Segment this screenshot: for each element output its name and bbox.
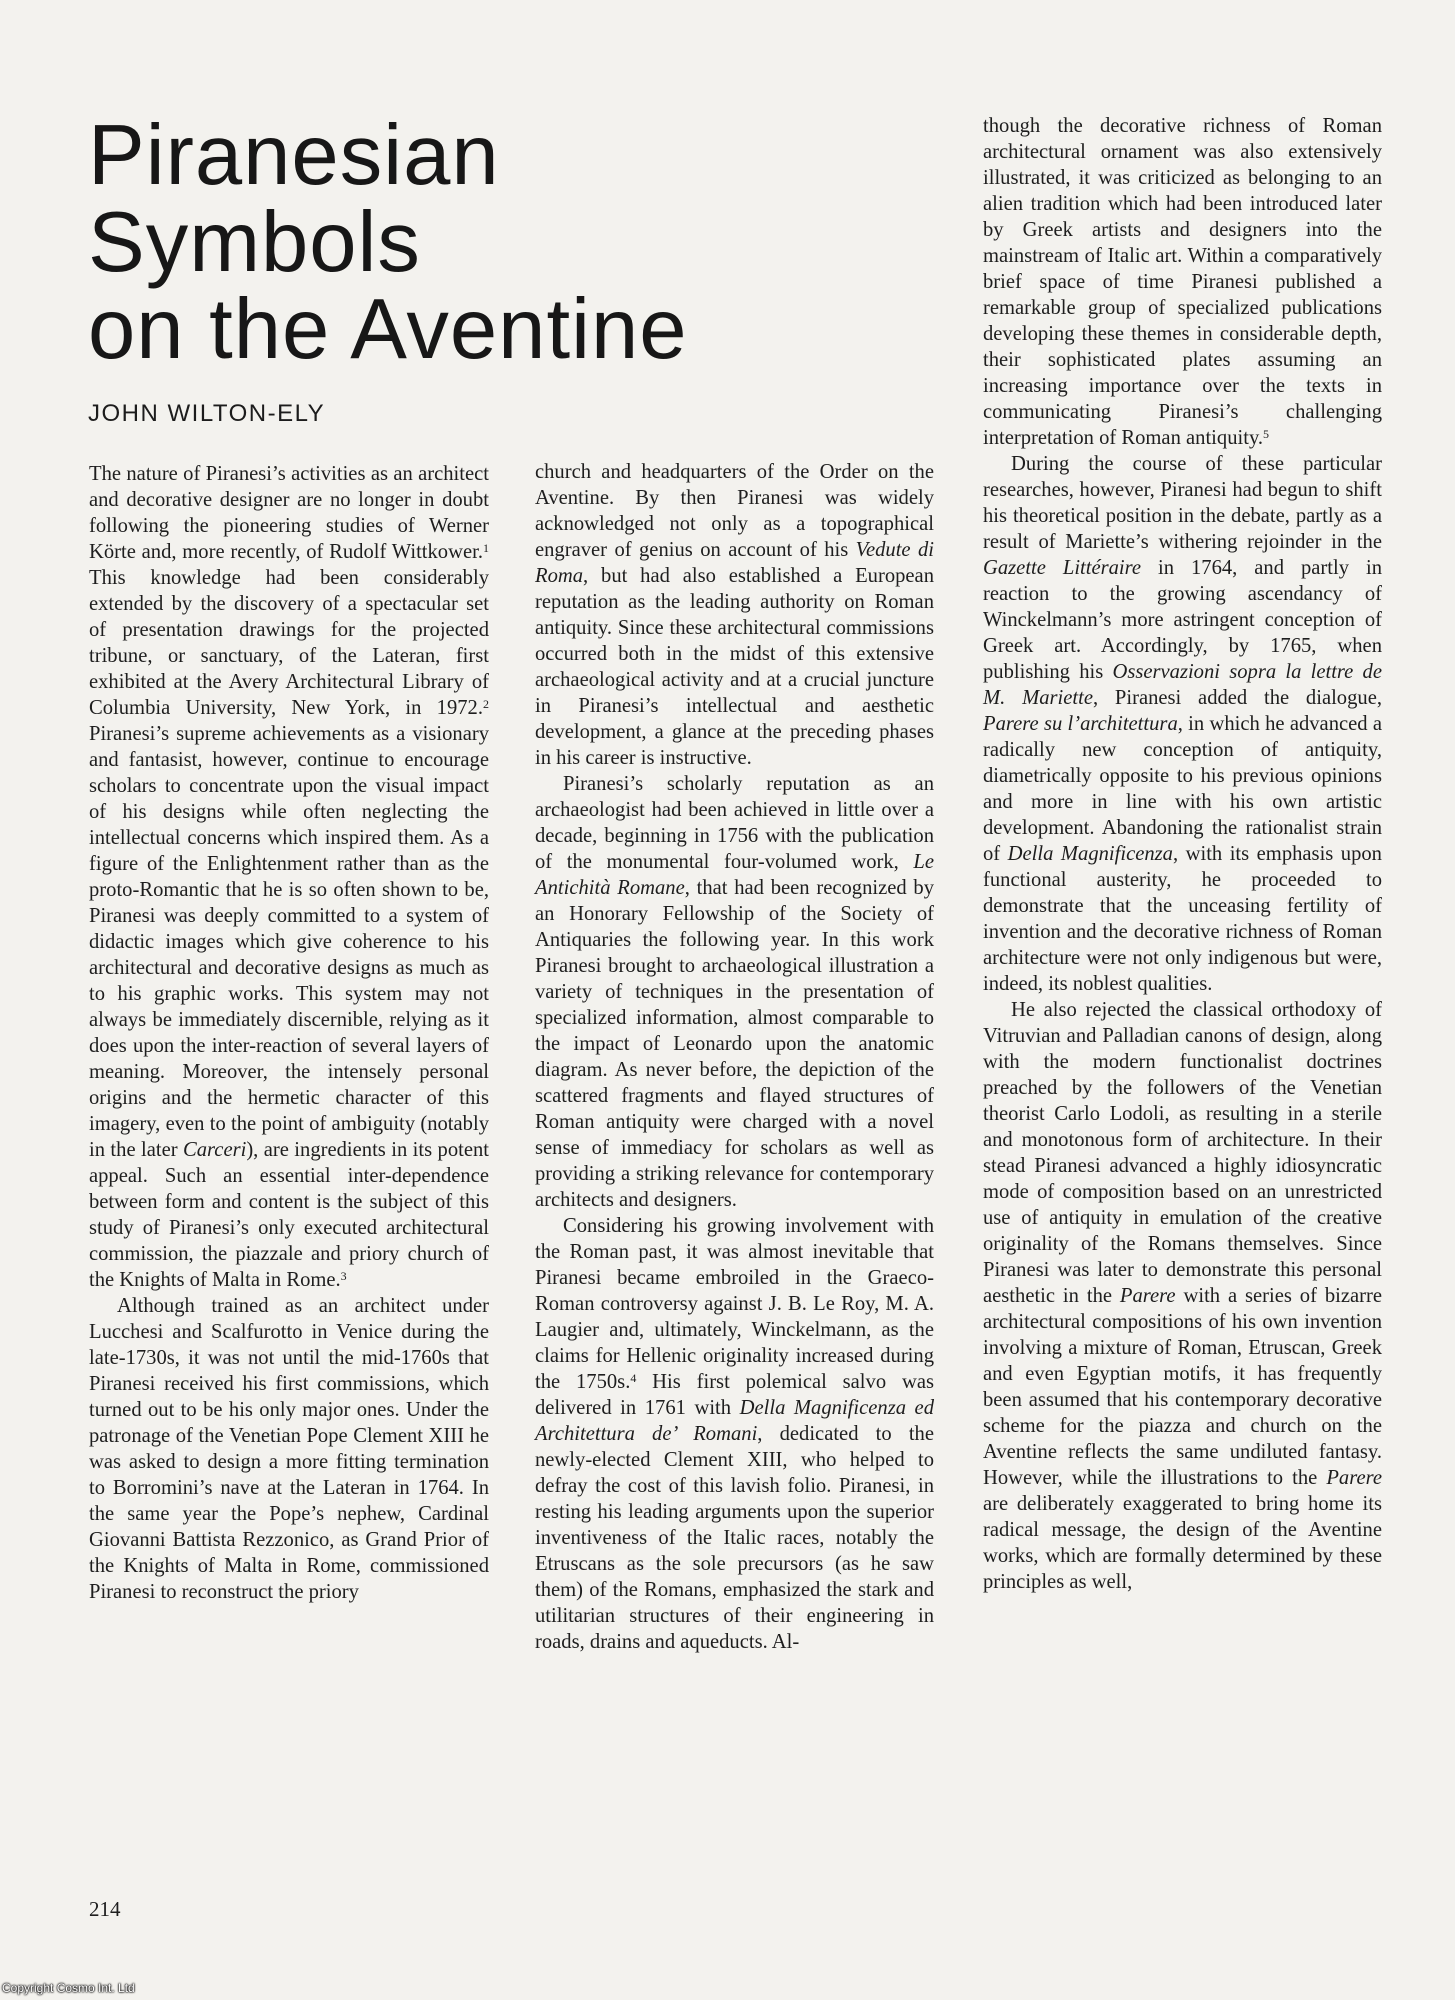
text-run: , with its emphasis upon functional austerity, he proceeded to demonstrate that the unceasing fertility of invention and the decorative richness of Roman architecture were not only indigenous but were, indeed, its noblest qualities.: [983, 843, 1382, 995]
paragraph: [983, 997, 1382, 1595]
paragraph: [983, 451, 1382, 997]
text-run: This knowledge had been considerably extended by the discovery of a spectacular set of presentation drawings for the projected tribune, or sanctuary, of the Lateran, first exhibited at the Avery Architectural Library of Columbia University, New York, in 1972.: [89, 567, 489, 719]
text-column-1: [89, 461, 489, 1605]
italic-title: Carceri: [183, 1139, 247, 1161]
text-run: , but had also established a European reputation as the leading authority on Roman antiquity. Since these architectural commissions occurred both in the midst of this extensive archaeological activity and at a crucial juncture in Piranesi’s intellectual and aesthetic development, a glance at the preceding phases in his career is instructive.: [535, 565, 934, 769]
paragraph: [89, 1293, 489, 1605]
text-run: The nature of Piranesi’s activities as an architect and decorative designer are no longer in doubt following the pioneering studies of Werner Körte and, more recently, of Rudolf Wittkower.: [89, 463, 489, 563]
copyright-watermark: Copyright Cosmo Int. Ltd: [2, 1981, 135, 1995]
paragraph: [983, 113, 1382, 451]
text-run: church and headquarters of the Order on the Aventine. By then Piranesi was widely acknowledged not only as a topographical engraver of genius on account of his: [535, 461, 934, 561]
paragraph: [535, 459, 934, 771]
title-line: Symbols: [88, 195, 421, 290]
text-run: though the decorative richness of Roman architectural ornament was also extensively illustrated, it was criticized as belonging to an alien tradition which had been introduced later by Greek artists and designers into the mainstream of Italic art. Within a comparatively brief space of time Piranesi published a remarkable group of specialized publications developing these themes in considerable depth, their sophisticated plates assuming an increasing importance over the texts in communicating Piranesi’s challenging interpretation of Roman antiquity.: [983, 115, 1382, 449]
footnote-ref: 2: [483, 697, 489, 711]
footnote-ref: 3: [340, 1269, 347, 1283]
text-run: His first polemical salvo was delivered in 1761 with: [535, 1371, 934, 1419]
italic-title: Parere: [1326, 1467, 1382, 1489]
paragraph: [535, 1213, 934, 1655]
text-run: He also rejected the classical orthodoxy of Vitruvian and Palladian canons of design, along with the modern functionalist doctrines preached by the followers of the Venetian theorist Carlo Lodoli, as resulting in a sterile and monotonous form of architecture. In their stead Piranesi advanced a highly idiosyncratic mode of composition based on an unrestricted use of antiquity in emulation of the creative originality of the Romans themselves. Since Piranesi was later to demonstrate this personal aesthetic in the: [983, 999, 1382, 1307]
paragraph: [535, 771, 934, 1213]
italic-title: Gazette Littéraire: [983, 557, 1142, 579]
text-run: with a series of bizarre architectural compositions of his own invention involving a mixture of Roman, Etruscan, Greek and even Egyptian motifs, it has frequently been assumed that his contemporary decorative scheme for the piazza and church on the Aventine reflects the same undiluted fantasy. However, while the illustrations to the: [983, 1285, 1382, 1489]
text-run: , dedicated to the newly-elected Clement XIII, who helped to defray the cost of this lavish folio. Piranesi, in resting his leading arguments upon the superior inventiveness of the Italic races, notably the Etruscans as the sole precursors (as he saw them) of the Romans, emphasized the stark and utilitarian structures of their engineering in roads, drains and aqueducts. Al-: [535, 1423, 934, 1653]
text-run: in 1764, and partly in reaction to the growing ascendancy of Winckelmann’s more astringent conception of Greek art. Accordingly, by 1765, when publishing his: [983, 557, 1382, 683]
italic-title: Della Magnificenza ed Architettura de’ Romani: [535, 1397, 934, 1445]
text-run: , that had been recognized by an Honorary Fellowship of the Society of Antiquaries the following year. In this work Piranesi brought to archaeological illustration a variety of techniques in the presentation of specialized information, almost comparable to the impact of Leonardo upon the anatomic diagram. As never before, the depiction of the scattered fragments and flayed structures of Roman antiquity were charged with a novel sense of immediacy for scholars as well as providing a striking relevance for contemporary architects and designers.: [535, 877, 934, 1211]
text-run: are deliberately exaggerated to bring home its radical message, the design of the Aventine works, which are formally determined by these principles as well,: [983, 1493, 1382, 1593]
text-run: Considering his growing involvement with the Roman past, it was almost inevitable that Piranesi became embroiled in the Graeco-Roman controversy against J. B. Le Roy, M. A. Laugier and, ultimately, Winckelmann, as the claims for Hellenic originality increased during the 1750s.: [535, 1215, 934, 1393]
paragraph: [89, 461, 489, 1293]
footnote-ref: 5: [1263, 427, 1270, 441]
page-number: 214: [89, 1897, 121, 1921]
text-column-3: [983, 113, 1382, 1595]
italic-title: Vedute di Roma: [535, 539, 934, 587]
text-run: , Piranesi added the dialogue,: [1093, 687, 1382, 709]
text-run: ), are ingredients in its potent appeal. Such an essential inter-dependence between form and content is the subject of this study of Piranesi’s only executed architectural commission, the piazzale and priory church of the Knights of Malta in Rome.: [89, 1139, 489, 1291]
italic-title: Parere: [1119, 1285, 1176, 1307]
italic-title: Parere su l’architettura: [983, 713, 1178, 735]
italic-title: Le Antichità Romane: [535, 851, 934, 899]
title-line: on the Aventine: [88, 282, 688, 377]
footnote-ref: 4: [630, 1371, 637, 1385]
italic-title: Della Magnificenza: [1007, 843, 1173, 865]
author-byline: JOHN WILTON-ELY: [88, 400, 326, 427]
article-title: [88, 108, 788, 377]
title-line: Piranesian: [88, 108, 500, 203]
text-run: During the course of these particular researches, however, Piranesi had begun to shift his theoretical position in the debate, partly as a result of Mariette’s withering rejoinder in the: [983, 453, 1382, 553]
text-run: Piranesi’s supreme achievements as a visionary and fantasist, however, continue to encourage scholars to concentrate upon the visual impact of his designs while often neglecting the intellectual concerns which inspired them. As a figure of the Enlightenment rather than as the proto-Romantic that he is so often shown to be, Piranesi was deeply committed to a system of didactic images which give coherence to his architectural and decorative designs as much as to his graphic works. This system may not always be immediately discernible, relying as it does upon the inter-reaction of several layers of meaning. Moreover, the intensely personal origins and the hermetic character of this imagery, even to the point of ambiguity (notably in the later: [89, 723, 489, 1161]
text-run: Although trained as an architect under Lucchesi and Scalfurotto in Venice during the late-1730s, it was not until the mid-1760s that Piranesi received his first commissions, which turned out to be his only major ones. Under the patronage of the Venetian Pope Clement XIII he was asked to design a more fitting termination to Borromini’s nave at the Lateran in 1764. In the same year the Pope’s nephew, Cardinal Giovanni Battista Rezzonico, as Grand Prior of the Knights of Malta in Rome, commissioned Piranesi to reconstruct the priory: [89, 1295, 489, 1603]
text-run: , in which he advanced a radically new conception of antiquity, diametrically opposite to his previous opinions and more in line with his own artistic development. Abandoning the rationalist strain of: [983, 713, 1382, 865]
italic-title: Osservazioni sopra la lettre de M. Mariette: [983, 661, 1382, 709]
footnote-ref: 1: [483, 541, 489, 555]
text-column-2: [535, 459, 934, 1655]
text-run: Piranesi’s scholarly reputation as an archaeologist had been achieved in little over a decade, beginning in 1756 with the publication of the monumental four-volumed work,: [535, 773, 934, 873]
